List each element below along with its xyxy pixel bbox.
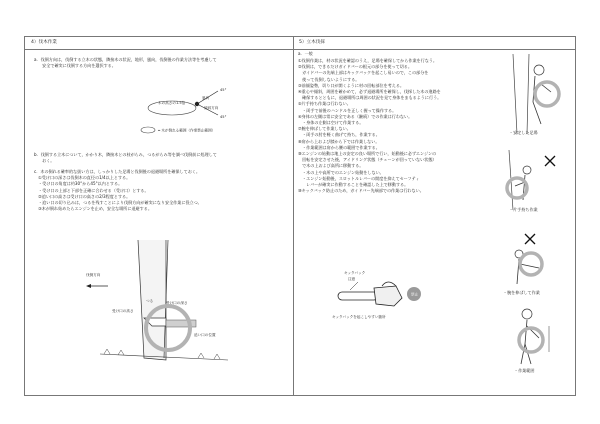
text-line: c．木の倒れる確率的な扱い方は，しっかりした足場と伐倒後の退避場所を確保しておく。	[34, 169, 200, 174]
list-item: ②伐倒は，できるだけガイドバーの根元の部分を使って切る。	[298, 64, 412, 70]
highlight-circle	[519, 328, 543, 352]
highlight-circle	[520, 253, 542, 275]
list-item: ・木の上や高所でのエンジン始動をしない。	[298, 169, 384, 175]
worker-head	[534, 65, 544, 75]
arm-stretch-illustration	[505, 228, 565, 288]
list-item: ③前傾姿勢，切り口が開くように材の回転部位を考える。	[298, 82, 405, 88]
text-line: b．伐倒する立木について，かかり木，隣接木との枝がらみ，つるがらみ等を調べ伐倒前に処理して	[34, 152, 217, 157]
list-item: 使って伐倒しないようにする。	[298, 76, 360, 82]
legend-ellipse	[141, 127, 155, 133]
text-line: ・受け口の角度は約30°から45°以内とする。	[34, 181, 123, 187]
list-item: で木の上および高所に移動する。	[298, 163, 364, 169]
range-label: 木の高さの1.5倍	[158, 101, 186, 105]
one-hand-illustration	[505, 150, 565, 210]
felling-direction-label: 伐倒方向	[86, 273, 101, 277]
text-line: ③木が倒れ始めたらエンジンを止め，安全な場所に退避する。	[34, 206, 152, 212]
front-handle	[382, 282, 396, 286]
highlight-circle	[535, 82, 559, 106]
prohibition-label: 禁止	[411, 292, 419, 297]
caption-one-hand: ・片手持ち作業	[509, 207, 538, 212]
list-item: ⑨エンジンの始動は地上の安定の良い場所で行い，始動後に必ずエンジンの	[298, 151, 437, 157]
worker-head	[522, 309, 532, 319]
oikuchi-position-label: 追い口の位置	[194, 333, 216, 337]
text-line: ・追い口の切り込みは，つるを残すことにより伐倒方向が確実になり安全作業に役立つ。	[34, 200, 202, 206]
list-item: ・両手の肘を軽く曲げて持ち，作業する。	[298, 132, 380, 138]
right-section-header: 5）立木伐採	[299, 40, 325, 45]
text-line: 安全で確実に伐倒する方向を選択する。	[34, 63, 116, 69]
left-para-b	[34, 152, 217, 164]
text-line: ②追い口の高さは受け口の高さの2/3程度とする。	[34, 193, 131, 199]
wind-label: 風向	[202, 96, 210, 100]
chainsaw-body	[374, 286, 402, 306]
prohibited-x-icon	[525, 234, 535, 244]
list-item: ・作業範囲は肩から腰の範囲で作業する。	[298, 144, 380, 150]
list-item: 確保するとともに，退避場所は周囲の状況を見て身体をまもるように行う。	[298, 95, 442, 101]
list-item: レバーが確実に作動することを確認した上で移動する。	[298, 182, 409, 188]
slope-label: 傾斜方向	[204, 106, 219, 110]
angle-bottom-label: 45°	[220, 115, 227, 119]
caption-work-range: ・作業範囲	[514, 368, 535, 373]
chainsaw-kickback-illustration	[330, 268, 430, 328]
kickback-label: キックバック	[344, 271, 366, 275]
list-item: ①伐倒作業は，材の状況を確認のうえ，足場を確保してから作業を行なう。	[298, 58, 438, 63]
tree-lines	[513, 54, 529, 134]
list-item: ⑥身体の左側は常に安全である（継続）での作業は行わない。	[298, 113, 413, 119]
prohibited-x-icon	[545, 156, 555, 166]
list-item: ④重心や傾斜，周囲を確かめて，必ず退避場所を確保し，伐採した木の進路を	[298, 89, 441, 95]
list-item: ⑦腕を伸ばして作業しない。	[298, 126, 351, 132]
caption-stable-footing: ・安定した足場	[509, 130, 538, 135]
header-divider	[25, 49, 575, 50]
list-item: 回転を安定させた後，アイドリング状態（チェーンが回っていない状態）	[298, 157, 437, 163]
guide-bar	[338, 292, 378, 300]
felling-direction-diagram	[140, 82, 260, 142]
list-item: ⑧肩から上および膝から下では作業しない。	[298, 138, 380, 144]
text-line: おく。	[34, 158, 55, 164]
direction-arrow-head	[86, 284, 91, 288]
work-range-illustration	[505, 304, 565, 368]
list-item: ・身体の左側は空けて作業する。	[298, 120, 364, 126]
list-item: ・エンジン始動後，スロットルレバーの開度を抑えてセーフティ	[298, 175, 420, 181]
kickback-caution-label: 注意	[348, 277, 356, 281]
ukeguchi-height-label: 受け口の高さ	[112, 309, 134, 313]
column-divider	[293, 37, 294, 395]
list-item: ガイドバーの先端上部はキックバックを起こし易いので，この部分を	[298, 70, 429, 76]
left-para-a	[34, 57, 217, 69]
list-item: ⑤片手持ち作業は行わない。	[298, 101, 351, 107]
ukeguchi-depth-label: 受け口の深さ	[166, 301, 188, 305]
legend-text: ━ 木が倒れる範囲（作業禁止範囲）	[158, 128, 216, 133]
list-item: ⑩キックバック防止のため，ガイドバー先端部での作業は行わない。	[298, 188, 424, 194]
right-items	[298, 58, 441, 194]
right-subhead: a．一般	[298, 51, 313, 56]
kickback-zone-label: キックバックを起こしやすい箇所	[332, 315, 386, 319]
caption-arm-stretch: ・腕を伸ばして作業	[503, 290, 540, 295]
text-line: ①受け口の深さは伐倒木の直径の1/4以上とする。	[34, 175, 131, 181]
list-item: ・両手で前後のハンドルを正しく握って操作する。	[298, 107, 397, 113]
kickback-pointer	[350, 282, 358, 290]
felling-cut-illustration	[78, 240, 278, 390]
text-line: a．伐倒方向は，伐倒する立木の状態，隣接木の状況，地形，風向，伐倒後の作業方法等を考慮して	[34, 57, 217, 62]
left-para-c	[34, 169, 202, 212]
tsuru-label: つる	[146, 299, 154, 303]
stable-footing-illustration	[505, 54, 565, 134]
text-line: ・受け口の上部と下部を正確に合わせる（受け口）とする。	[34, 187, 149, 193]
angle-top-label: 45°	[220, 88, 227, 92]
left-section-header: 4）伐木作業	[31, 40, 57, 45]
worker-head	[523, 166, 531, 174]
